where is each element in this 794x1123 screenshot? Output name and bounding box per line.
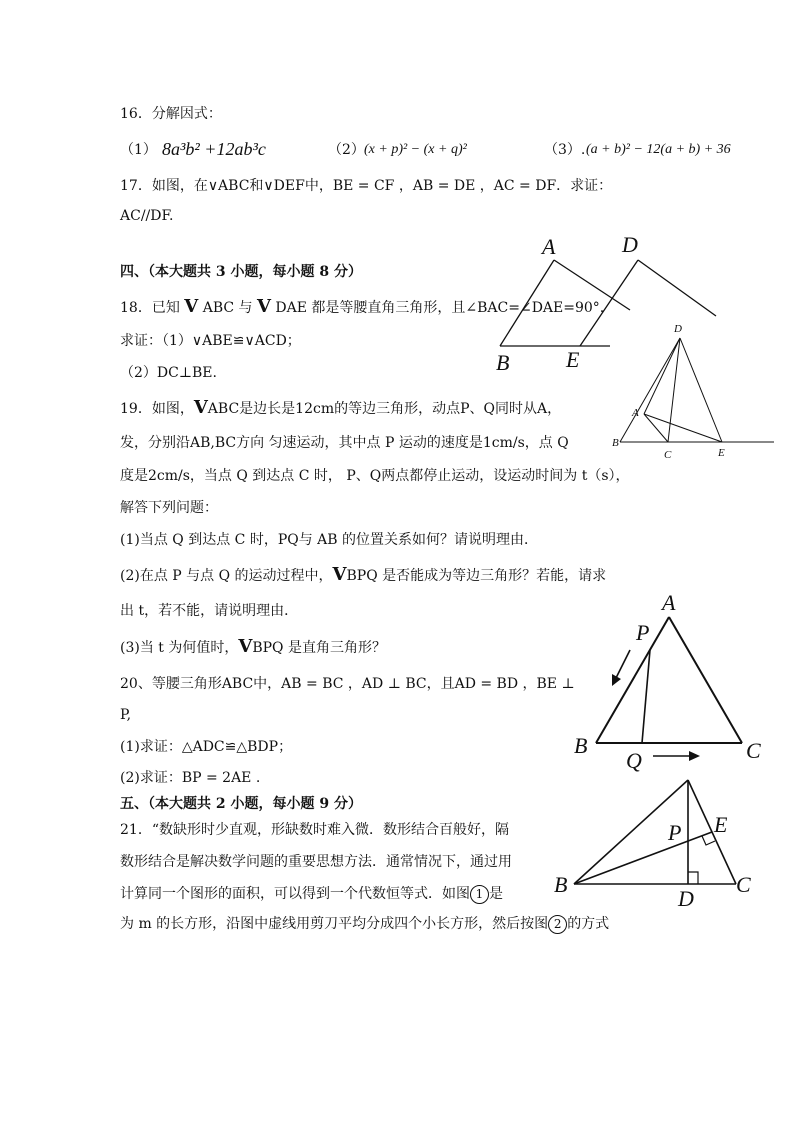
q16-title: 16．分解因式： [120,106,222,122]
section5-heading: 五、（本大题共 2 小题，每小题 9 分） [120,796,362,812]
label-E: E [714,812,728,837]
q18-line3: （2）DC⊥BE. [120,365,217,381]
q18-line1-start: 18．已知 [120,300,180,316]
q18-line1-end: DAE 都是等腰直角三角形，且∠BAC=∠DAE=90°. [275,300,605,316]
triangle-symbol: V [184,296,199,317]
q16-part1-label: （1） [120,142,157,158]
q19-line1 [120,398,561,419]
label-E: E [718,447,725,459]
q20-proof2: (2)求证：BP = 2AE . [120,770,261,786]
triangle-symbol: V [256,296,271,317]
figure-q20 [552,776,762,916]
q19-s2-end: BPQ 是否能成为等边三角形？若能，请求 [346,568,607,584]
q19-line4: 解答下列问题： [120,500,218,516]
label-D: D [674,323,682,335]
q21-line4 [120,914,609,934]
label-P: P [668,820,682,845]
figure-q19 [568,588,778,778]
label-A: A [632,407,639,419]
q19-s3-start: (3)当 t 为何值时， [120,640,239,656]
q17-line1: 17．如图，在∨ABC和∨DEF中，BE = CF ，AB = DE ，AC = DF．求证： [120,178,613,194]
label-P: P [636,620,650,645]
q19-subquestion2 [120,565,606,586]
triangle-symbol: V [238,636,253,657]
q19-subquestion1: (1)当点 Q 到达点 C 时，PQ与 AB 的位置关系如何？请说明理由． [120,532,539,548]
q20-line1: 20、等腰三角形ABC中，AB = BC ，AD ⊥ BC，且AD = BD ，BE ⊥ [120,676,575,692]
q20-line2: P, [120,707,132,723]
q21-line2: 数形结合是解决数学问题的重要思想方法．通常情况下，通过用 [120,854,512,870]
q17-line2: AC//DF. [120,208,174,224]
label-E: E [566,347,580,372]
q16-part2-expression: (x + p)² − (x + q)² [364,142,467,157]
triangle-symbol: V [332,564,347,585]
circled-number-1: 1 [470,885,489,904]
q20-proof1: (1)求证：△ADC≌△BDP； [120,739,293,755]
q18-line2: 求证：（1）∨ABE≌∨ACD； [120,333,301,349]
label-C: C [736,872,751,897]
label-D: D [622,232,638,257]
q19-subquestion3 [120,637,386,658]
q19-line1-start: 19．如图， [120,401,194,417]
q19-line1-end: ABC是边长是12cm的等边三角形，动点P、Q同时从A， [207,401,562,417]
q21-line4-end: 的方式 [567,916,610,932]
label-Q: Q [626,748,642,773]
circled-number-2: 2 [548,915,567,934]
q21-line4-start: 为 m 的长方形，沿图中虚线用剪刀平均分成四个小长方形，然后按图 [120,916,549,932]
q19-s3-end: BPQ 是直角三角形？ [252,640,386,656]
q21-line3-start: 计算同一个图形的面积，可以得到一个代数恒等式．如图 [120,886,470,902]
q21-line3 [120,884,503,904]
label-B: B [574,733,588,758]
triangle-symbol: V [193,397,208,418]
label-B: B [554,872,568,897]
section4-heading: 四、（本大题共 3 小题，每小题 8 分） [120,264,362,280]
q19-line2: 发，分别沿AB,BC方向 匀速运动，其中点 P 运动的速度是1cm/s，点 Q [120,435,569,451]
q16-part3-expression: (a + b)² − 12(a + b) + 36 [586,142,731,157]
label-C: C [746,738,761,763]
q19-subquestion2-cont: 出 t，若不能，请说明理由． [120,603,299,619]
label-C: C [664,449,672,461]
q16-part2-label: （2） [328,142,365,158]
label-A: A [542,234,556,259]
q21-line3-end: 是 [489,886,503,902]
figure-q18 [612,318,782,468]
label-D: D [678,886,694,911]
q19-s2-start: (2)在点 P 与点 Q 的运动过程中， [120,568,333,584]
q16-part3-label: （3）. [544,142,586,158]
q16-part1-expression: 8a³b² +12ab³c [162,139,266,159]
q19-line3: 度是2cm/s，当点 Q 到达点 C 时， P、Q两点都停止运动，设运动时间为 t（s）， [120,468,630,484]
label-B: B [496,350,510,375]
label-B: B [612,437,619,449]
q18-line1-middle: ABC 与 [202,300,253,316]
label-A: A [662,590,676,615]
q21-line1: 21．“数缺形时少直观，形缺数时难入微．数形结合百般好，隔 [120,822,509,838]
